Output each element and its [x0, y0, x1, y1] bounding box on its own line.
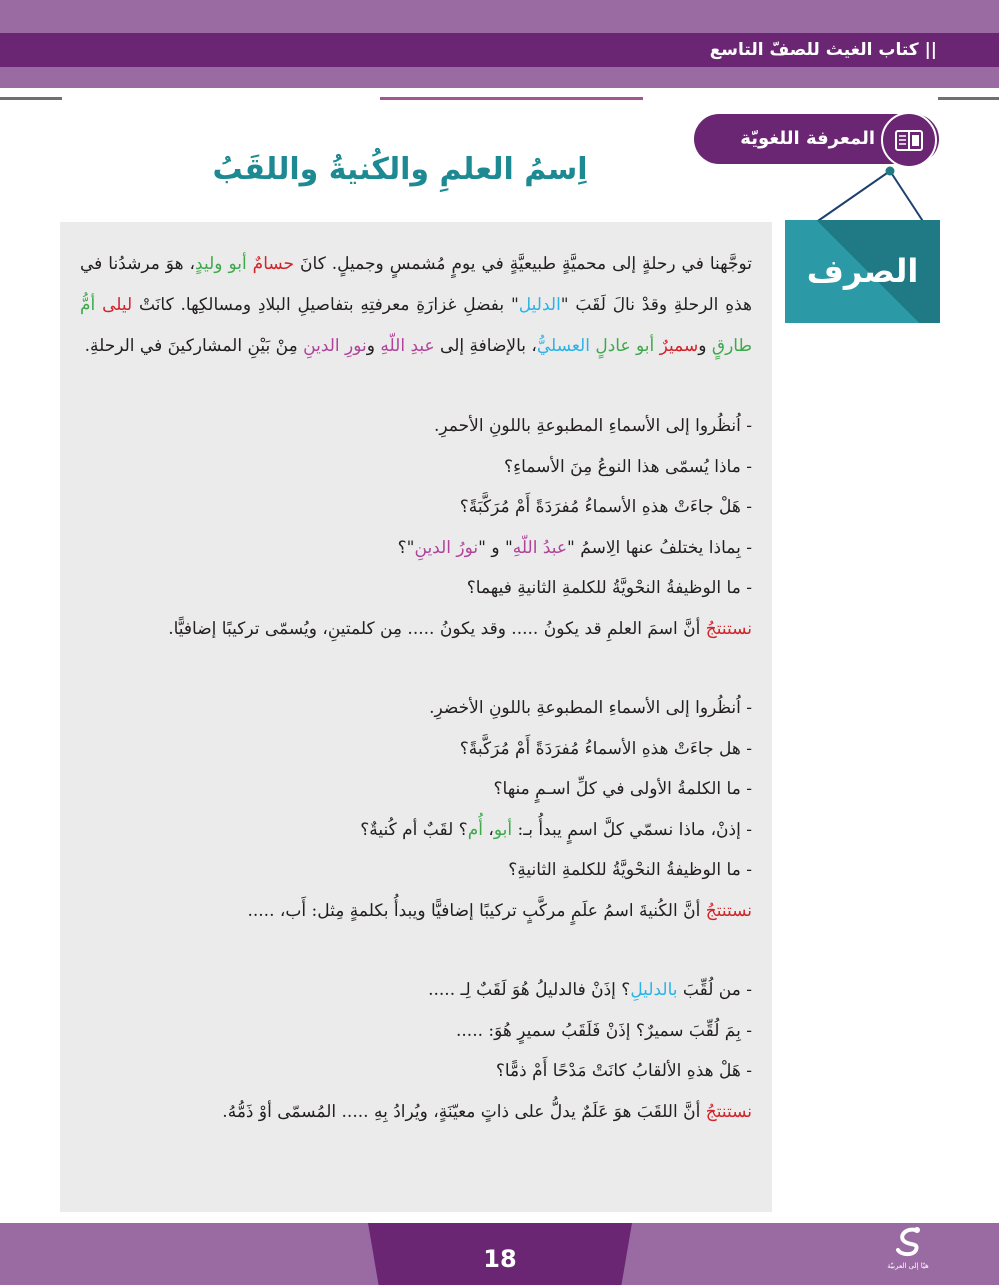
- intro-text: ، بالإضافةِ إلى: [434, 336, 537, 356]
- name-blue: بالدليلِ: [630, 980, 678, 1000]
- name-red: ليلى: [102, 295, 133, 315]
- name-pink: عبدِ اللّهِ: [380, 336, 435, 356]
- lesson-title: اِسمُ العلمِ والكُنيةُ واللقَبُ: [212, 152, 588, 187]
- conclusion-label: نستنتجُ: [705, 900, 752, 921]
- question: [80, 810, 752, 851]
- question: - ما الوظيفةُ النحْويَّةُ للكلمةِ الثانيةِ فيهما؟: [466, 578, 752, 598]
- section-badge-label: المعرفة اللغويّة: [740, 128, 875, 149]
- name-green: أمُّ طارقٍ: [80, 295, 752, 356]
- conclusion: [80, 1092, 752, 1133]
- logo-text: هيّا إلى العربيّة: [887, 1262, 929, 1270]
- page-number: 18: [483, 1245, 517, 1273]
- question: [80, 970, 752, 1011]
- conclusion: [80, 891, 752, 932]
- topic-sign: [785, 220, 940, 323]
- spacer: [80, 649, 752, 688]
- question: [80, 528, 752, 569]
- name-pink: عبدُ اللّهِ: [512, 537, 568, 558]
- book-title: || كتاب الغيث للصفّ التاسع: [709, 40, 937, 60]
- intro-text: توجَّهنا في رحلةٍ إلى محميَّةٍ طبيعيَّةٍ في يومٍ مُشمسٍ وجميلٍ. كانَ: [294, 254, 752, 274]
- divider-left: [0, 97, 62, 100]
- spacer: [80, 367, 752, 406]
- question-text: " و ": [478, 537, 513, 558]
- name-pink: نورِ الدينِ: [303, 336, 367, 356]
- divider-center: [380, 97, 643, 100]
- name-red: سميرٌ: [659, 336, 699, 356]
- name-pink: نورُ الدينِ: [414, 537, 479, 558]
- name-green: أبو عادلٍ: [595, 336, 655, 356]
- publisher-logo: [878, 1226, 938, 1284]
- question: - ما الوظيفةُ النحْويَّةُ للكلمةِ الثانيةِ؟: [508, 860, 752, 880]
- question-text: - بِماذا يختلفُ عنها الِاسمُ ": [567, 537, 752, 558]
- logo-icon: [891, 1226, 925, 1258]
- intro-text: و: [366, 336, 381, 356]
- name-blue: الدليل: [518, 295, 561, 315]
- conclusion-label: نستنتجُ: [705, 618, 752, 639]
- name-red: حسامٌ: [252, 254, 295, 274]
- question: - ما الكلمةُ الأولى في كلِّ اسـمٍ منها؟: [493, 779, 752, 799]
- question: - اُنظُروا إلى الأسماءِ المطبوعةِ باللونِ الأحمرِ.: [434, 416, 752, 436]
- intro-paragraph: [80, 244, 752, 367]
- question-text: ،: [482, 819, 494, 840]
- intro-text: و: [698, 336, 712, 356]
- spacer: [80, 931, 752, 970]
- question: - اُنظُروا إلى الأسماءِ المطبوعةِ باللونِ الأخضرِ.: [429, 698, 752, 718]
- lesson-content: [80, 244, 752, 1132]
- intro-text: " بفضلِ غزارَةِ معرفتِهِ بتفاصيلِ البلادِ ومسالكِها. كانَتْ: [132, 295, 519, 315]
- question: - ماذا يُسمّى هذا النوعُ مِنَ الأسماءِ؟: [504, 456, 752, 477]
- divider-right: [938, 97, 999, 100]
- question-text: ؟ إذَنْ فالدليلُ هُوَ لَقَبٌ لِـ .....: [428, 980, 631, 1000]
- word-green: أُم: [467, 819, 483, 840]
- conclusion-label: نستنتجُ: [705, 1101, 752, 1122]
- intro-text: ، هوَ مرشدُنا في هذهِ الرحلةِ وقدْ نالَ لَقَبَ ": [80, 254, 752, 315]
- question-text: - من لُقِّبَ: [677, 980, 752, 1000]
- topic-sign-label: الصرف: [806, 252, 919, 290]
- question: - هَلْ هذهِ الألقابُ كانَتْ مَدْحًا أَمْ ذمًّا؟: [495, 1061, 752, 1081]
- name-green: أبو وليدٍ: [195, 254, 247, 274]
- conclusion-text: أنَّ الكُنيةَ اسمُ علَمٍ مركَّبٍ تركيبًا إضافيًّا ويبدأُ بكلمةٍ مِثل: أَب، .....: [247, 900, 706, 921]
- intro-text: مِنْ بَيْنِ المشاركينَ في الرحلةِ.: [84, 336, 304, 356]
- conclusion: [80, 609, 752, 650]
- question: - هل جاءَتْ هذهِ الأسماءُ مُفرَدَةً أَمْ مُرَكَّبةً؟: [459, 738, 752, 759]
- conclusion-text: أنَّ اسمَ العلمِ قد يكونُ ..... وقد يكونُ ..... مِن كلمتينِ، ويُسمّى تركيبًا إضافيًّا.: [168, 618, 706, 639]
- conclusion-text: أنَّ اللقَبَ هوَ عَلَمٌ يدلُّ على ذاتٍ معيّنَةٍ، ويُرادُ بِهِ ..... المُسمّى أوْ ذَمُّهُ.: [222, 1101, 706, 1122]
- question-text: ؟ لقَبٌ أم كُنيةٌ؟: [360, 819, 468, 840]
- question: - بِمَ لُقِّبَ سميرٌ؟ إذَنْ فَلَقَبُ سميرٍ هُوَ: .....: [456, 1020, 752, 1041]
- name-blue: العسليُّ: [536, 336, 590, 356]
- question-text: "؟: [397, 537, 415, 558]
- question: - هَلْ جاءَتْ هذهِ الأسماءُ مُفرَدَةً أَمْ مُرَكَّبَةً؟: [459, 497, 752, 517]
- question-text: - إذنْ، ماذا نسمّي كلَّ اسمٍ يبدأُ بـ:: [512, 819, 752, 840]
- word-green: أبو: [493, 819, 513, 840]
